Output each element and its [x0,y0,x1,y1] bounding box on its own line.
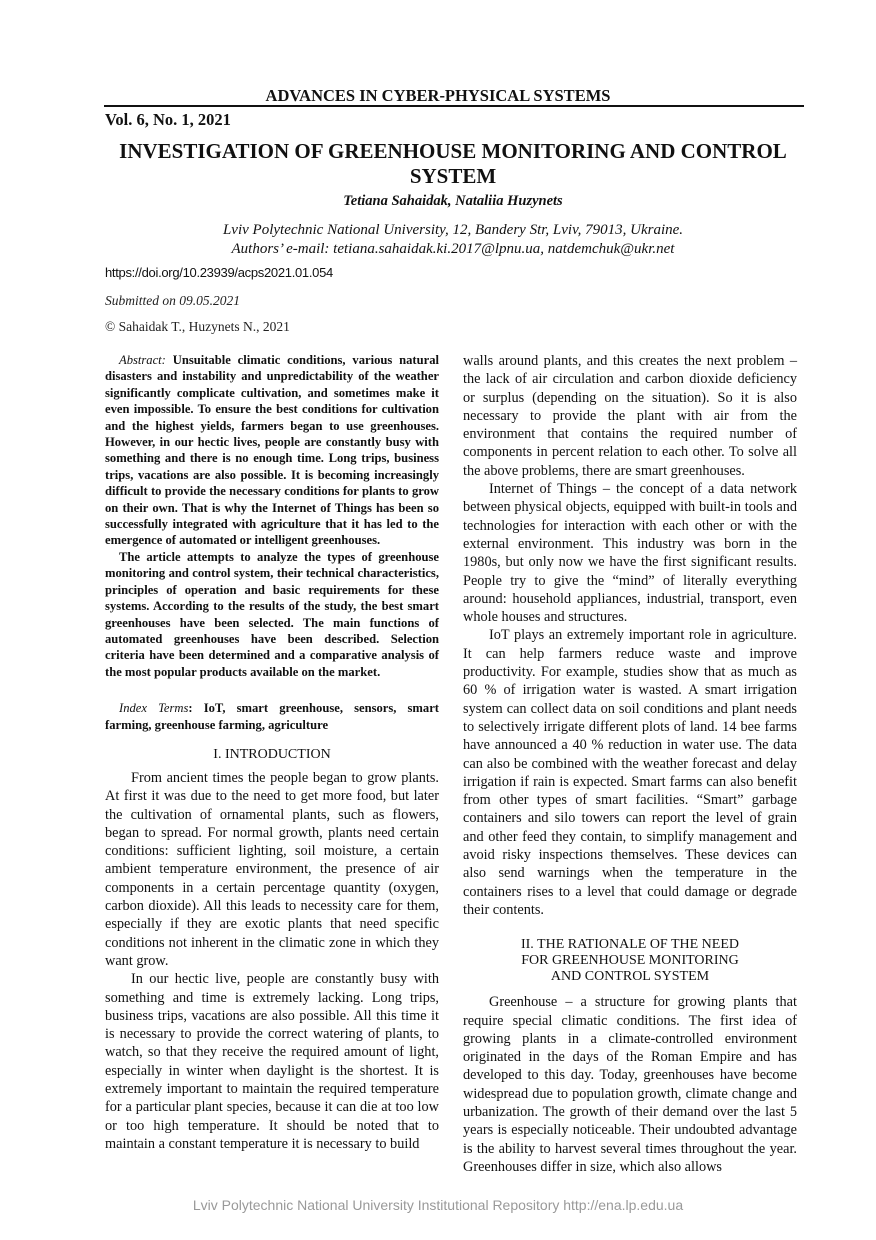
body-paragraph: From ancient times the people began to grow plants. At first it was due to the need to get more food, but later the cultivation of ornamental plants, such as flowers, began to spread. For normal growth, plants need certain conditions: sufficient lighting, soil moisture, a certain ambient temperature environment, the presence of air components in a certain percentage quantity (oxygen, carbon dioxide). All this leads to necessity care for them, especially if they are exotic plants that need specific conditions not inherent in the climatic zone in which they want grow. [105,769,439,969]
article-authors: Tetiana Sahaidak, Nataliia Huzynets [343,193,563,209]
left-column [105,352,439,1153]
index-terms-text: : IoT, smart greenhouse, sensors, smart farming, greenhouse farming, agriculture [105,701,439,732]
journal-name: ADVANCES IN CYBER-PHYSICAL SYSTEMS [265,86,611,105]
abstract-text: Unsuitable climatic conditions, various natural disasters and instability and unpredictability of the weather significantly complicate cultivation, and sometimes make it even impossible. To ensure the best conditions for cultivation and the highest yields, farmers began to use greenhouses. However, in our hectic lives, people are constantly busy with something and there is no enough time. Long trips, business trips, vacations are also possible. It is becoming increasingly difficult to provide the necessary conditions for plants to grow on their own. That is why the Internet of Things has been so successfully integrated with agriculture that it has led to the emergence of automated or intelligent greenhouses. [105,353,439,548]
heading-line: FOR GREENHOUSE MONITORING [521,953,739,969]
abstract [105,352,439,680]
index-terms-label: Index Terms [119,701,189,716]
repository-footer: Lviv Polytechnic National University Institutional Repository http://ena.lp.edu.ua [192,1197,684,1213]
rationale-body [463,993,797,1176]
header-rule [104,105,804,107]
copyright: © Sahaidak T., Huzynets N., 2021 [105,319,290,334]
introduction-body-continued [463,352,797,919]
body-paragraph: walls around plants, and this creates the next problem – the lack of air circulation and carbon dioxide deficiency or surplus (depending on the situation). So it is also necessary to provide the plant with air from the environment that contains the required number of components in percent relation to each other. To solve all the above problems, there are smart greenhouses. [463,353,797,479]
body-paragraph: IoT plays an extremely important role in agriculture. It can help farmers reduce waste and improve productivity. For example, studies show that as much as 60 % of irrigation water is wasted. A smart irrigation system can collect data on soil conditions and plant needs to selectively irrigate different plots of land. 14 bee farms have announced a 40 % reduction in water use. The data can also be combined with the weather forecast and delay irrigation if rain is expected. Smart farms can also benefit from other types of smart facilities. “Smart” garbage containers and silo towers can report the level of grain and other feed they contain, to simplify management and avoid risky inspections themselves. These devices can also send warnings when the temperature in the containers rises to a level that could damage or degrade their contents. [463,627,797,918]
right-column [463,352,797,1176]
section-heading-introduction: I. INTRODUCTION [213,746,331,762]
volume-info: Vol. 6, No. 1, 2021 [105,110,231,129]
abstract-paragraph: The article attempts to analyze the types of greenhouse monitoring and control system, their technical characteristics, principles of operation and basic requirements for these systems. According to the results of the study, the best smart greenhouses have been selected. The main functions of automated greenhouses have been described. Selection criteria have been determined and a comparative analysis of the most popular products available on the market. [105,549,439,679]
abstract-label: Abstract: [119,353,166,367]
doi-link[interactable]: https://doi.org/10.23939/acps2021.01.054 [105,265,333,280]
affiliation-block [105,221,801,259]
heading-line: II. THE RATIONALE OF THE NEED [520,937,739,953]
submitted-date: Submitted on 09.05.2021 [105,293,240,308]
article-title: INVESTIGATION OF GREENHOUSE MONITORING AND CONTROL SYSTEM [119,139,787,188]
body-paragraph: Greenhouse – a structure for growing plants that require special climatic conditions. The first idea of growing plants in a climate-controlled environment originated in the days of the Roman Empire and has developed to this day. Today, greenhouses have become widespread due to population growth, climate change and urbanization. The growth of their demand over the last 5 years is especially noticeable. Their undoubted advantage is the ability to harvest several times throughout the year. Greenhouses differ in size, which also allows [463,994,797,1175]
introduction-body [105,769,439,1153]
body-paragraph: In our hectic live, people are constantly busy with something and time is extremely lacking. Long trips, business trips, vacations are also possible. All this time it is necessary to provide the correct watering of plants, to watch, so that they receive the required amount of light, especially in winter when daylight is the shortest. It is extremely important to maintain the required temperature for a particular plant species, because it can die at too low or too high temperature. It should be noted that to maintain a constant temperature it is necessary to build [105,971,439,1152]
body-paragraph: Internet of Things – the concept of a data network between physical objects, equipped with built-in tools and technologies for interaction with each other or with the external environment. This industry was born in the 1980s, but only now we have the first significant results. People try to give the “mind” of literally everything around: household appliances, industrial, transport, even whole houses and structures. [463,481,797,626]
heading-line: AND CONTROL SYSTEM [550,969,710,985]
abstract-paragraph [105,352,439,549]
section-heading-rationale [463,937,797,985]
affiliation: Lviv Polytechnic National University, 12, Bandery Str, Lviv, 79013, Ukraine. [222,222,684,238]
author-emails: Authors’ e-mail: tetiana.sahaidak.ki.2017@lpnu.ua, natdemchuk@ukr.net [231,241,675,257]
index-terms [105,700,439,733]
